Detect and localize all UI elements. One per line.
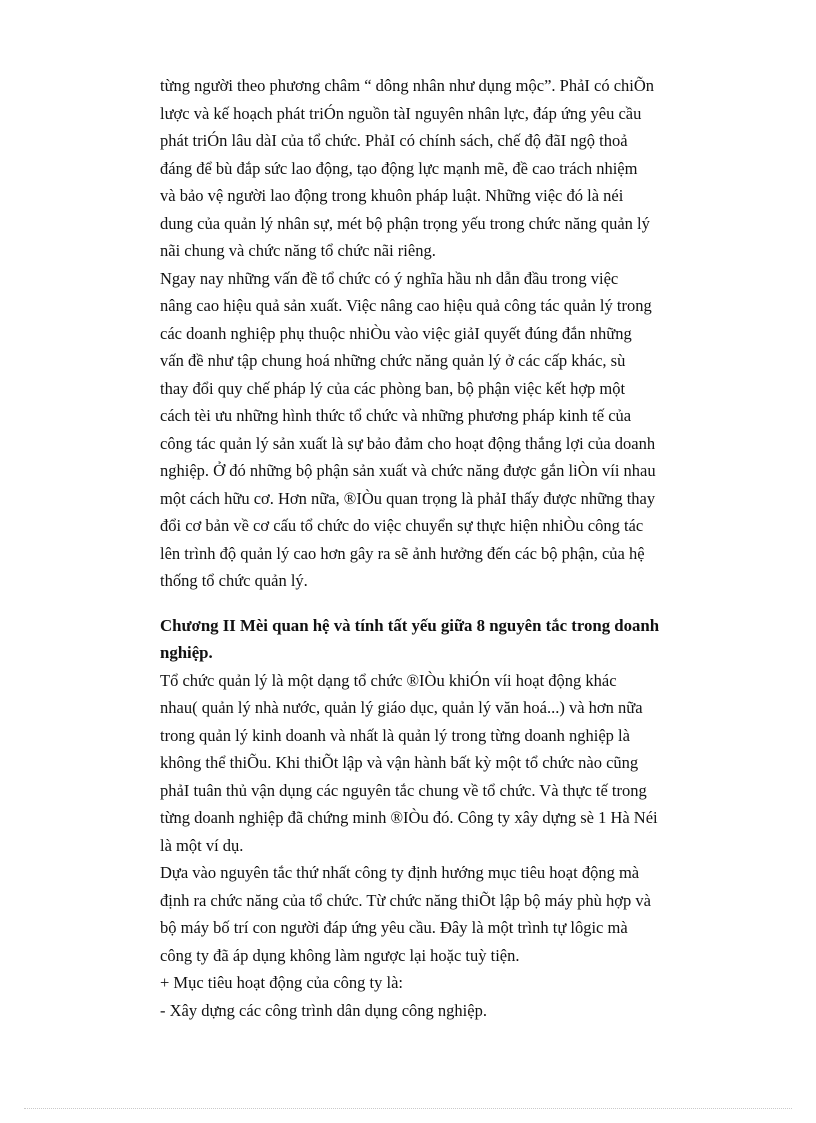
text-line: nghiệp. Ở đó những bộ phận sản xuất và chức năng được gắn liÒn víi nhau — [160, 461, 656, 480]
section-spacer — [160, 595, 750, 612]
text-line: lược và kế hoạch phát triÓn nguồn tàI nguyên nhân lực, đáp ứng yêu cầu — [160, 103, 642, 123]
text-line: lên trình độ quản lý cao hơn gây ra sẽ ảnh hưởng đến các bộ phận, của hệ — [160, 543, 645, 563]
text-line: công ty đã áp dụng không làm ngược lại hoặc tuỳ tiện. — [160, 945, 520, 965]
list-item: - Xây dựng các công trình dân dụng công nghiệp. — [160, 1000, 487, 1020]
text-line: từng doanh nghiệp đã chứng minh ®IÒu đó. Công ty xây dựng sè 1 Hà Néi — [160, 808, 658, 827]
text-line: vấn đề như tập chung hoá những chức năng quản lý ở các cấp khác, sù — [160, 351, 626, 370]
text-line: là một ví dụ. — [160, 835, 244, 855]
text-line: nhau( quản lý nhà nước, quản lý giáo dục, quản lý văn hoá...) và hơn nữa — [160, 698, 643, 717]
chapter-heading — [160, 612, 750, 667]
heading-line: nghiệp. — [160, 643, 213, 662]
paragraph-organization-issues — [160, 265, 750, 595]
text-line: + Mục tiêu hoạt động của công ty là: — [160, 973, 403, 992]
text-line: định ra chức năng của tổ chức. Từ chức năng thiÕt lập bộ máy phù hợp và — [160, 890, 651, 910]
heading-line: Chương II Mèi quan hệ và tính tất yếu giữa 8 nguyên tắc trong doanh — [160, 615, 660, 635]
text-line: đổi cơ bản về cơ cấu tổ chức do việc chuyển sự thực hiện nhiÒu công tác — [160, 516, 644, 535]
text-line: không thể thiÕu. Khi thiÕt lập và vận hành bất kỳ một tổ chức nào cũng — [160, 753, 639, 772]
text-line: phảI tuân thủ vận dụng các nguyên tắc chung về tổ chức. Và thực tế trong — [160, 780, 647, 800]
paragraph-management-principles — [160, 667, 750, 860]
text-line: dung của quản lý nhân sự, mét bộ phận trọng yếu trong chức năng quản lý — [160, 213, 650, 233]
text-line: các doanh nghiệp phụ thuộc nhiÒu vào việc giảI quyết đúng đắn những — [160, 323, 632, 343]
text-line: nãi chung và chức năng tổ chức nãi riêng. — [160, 241, 436, 260]
page-bottom-dotted-rule — [24, 1108, 792, 1109]
text-line: Tổ chức quản lý là một dạng tổ chức ®IÒu khiÓn víi hoạt động khác — [160, 670, 617, 690]
paragraph-hr-strategy — [160, 72, 750, 265]
text-line: thay đổi quy chế pháp lý của các phòng ban, bộ phận việc kết hợp một — [160, 378, 626, 398]
text-line: và bảo vệ người lao động trong khuôn pháp luật. Những việc đó là néi — [160, 186, 624, 205]
text-line: Dựa vào nguyên tắc thứ nhất công ty định hướng mục tiêu hoạt động mà — [160, 863, 640, 882]
text-line: cách tèi ưu những hình thức tổ chức và những phương pháp kinh tế của — [160, 406, 632, 425]
text-line: trong quản lý kinh doanh và nhất là quản lý trong từng doanh nghiệp là — [160, 725, 630, 745]
paragraph-first-principle — [160, 859, 750, 1024]
text-line: từng người theo phương châm “ dông nhân như dụng mộc”. PhảI có chiÕn — [160, 76, 655, 95]
document-body — [160, 72, 750, 1024]
text-line: Ngay nay những vấn đề tổ chức có ý nghĩa hầu nh dẫn đầu trong việc — [160, 268, 619, 288]
text-line: bộ máy bố trí con người đáp ứng yêu cầu. Đây là một trình tự lôgic mà — [160, 918, 628, 937]
text-line: đáng để bù đắp sức lao động, tạo động lực mạnh mẽ, đề cao trách nhiệm — [160, 158, 638, 178]
text-line: một cách hữu cơ. Hơn nữa, ®IÒu quan trọng là phảI thấy được những thay — [160, 488, 656, 508]
text-line: phát triÓn lâu dàI của tổ chức. PhảI có chính sách, chế độ đãI ngộ thoả — [160, 131, 628, 150]
text-line: công tác quản lý sản xuất là sự bảo đảm cho hoạt động thắng lợi của doanh — [160, 433, 656, 453]
text-line: thống tổ chức quản lý. — [160, 571, 308, 590]
text-line: nâng cao hiệu quả sản xuất. Việc nâng cao hiệu quả công tác quản lý trong — [160, 296, 652, 315]
